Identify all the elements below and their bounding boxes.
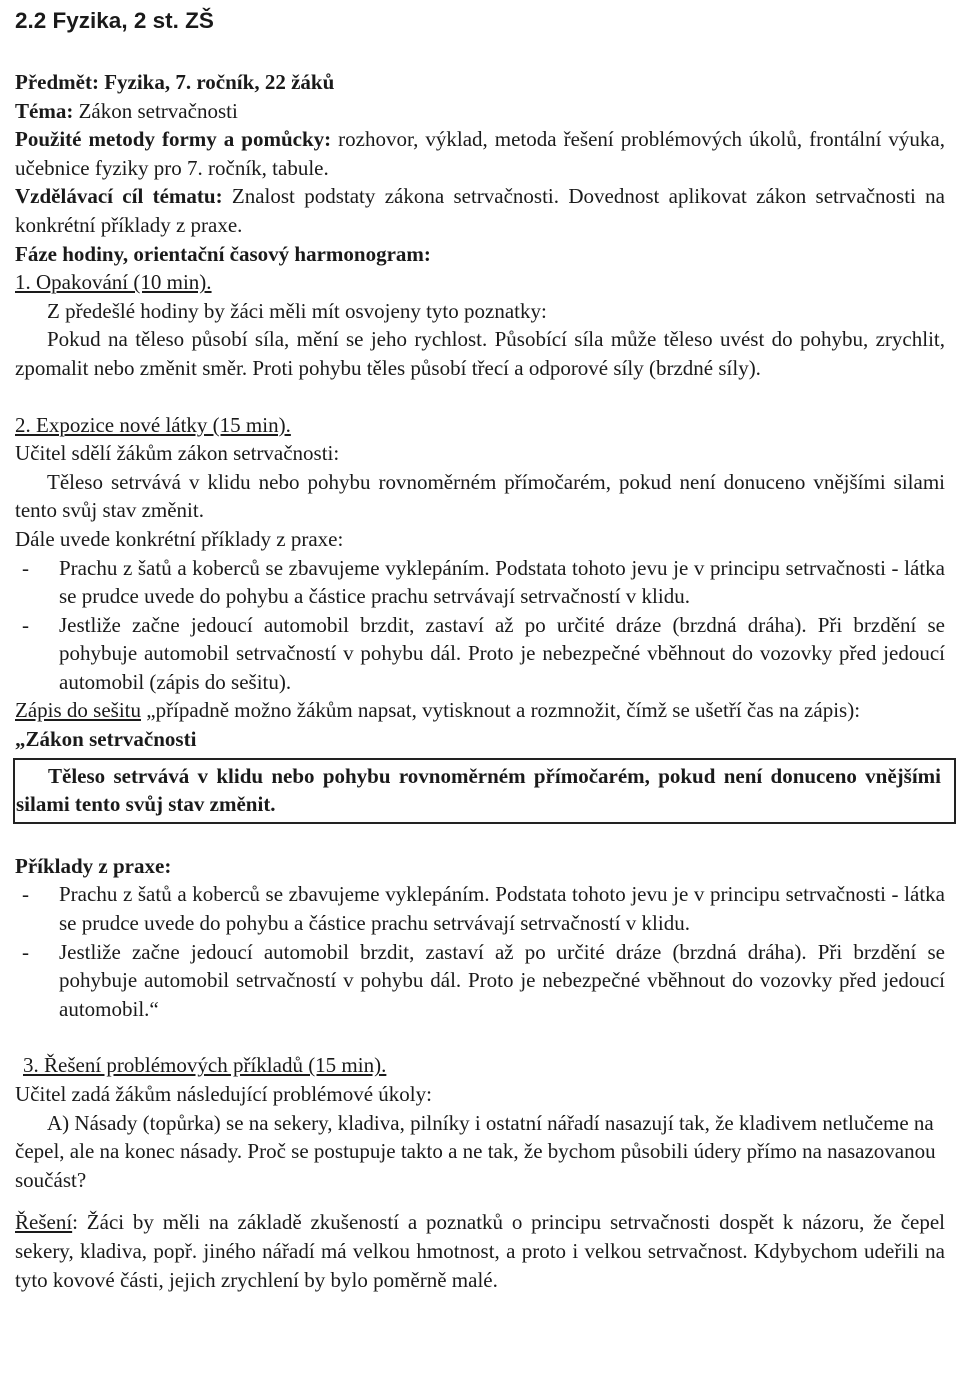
phase3-intro: Učitel zadá žákům následující problémové úkoly:: [15, 1082, 432, 1106]
phases-label: Fáze hodiny, orientační časový harmonogram:: [15, 241, 431, 266]
goal-value: Znalost podstaty zákona setrvačnosti. Dovednost aplikovat zákon setrvačnosti na konkrétní příklady z praxe.: [15, 184, 946, 237]
phase1-text-body: Pokud na těleso působí síla, mění se jeho rychlost. Působící síla může těleso uvést do pohybu, zrychlit, zpomalit nebo změnit směr. Proti pohybu těles působí třecí a odporové síly (brzdné síly).: [15, 327, 945, 380]
example2-2: Jestliže začne jedoucí automobil brzdit, zastaví až po určité dráze (brzdná dráha). Při brzdění se pohybuje automobil setrvačností v pohybu dál. Proto je nebezpečné vběhnout do vozovky před jedoucí automobil.“: [59, 939, 945, 1021]
list-item: - Jestliže začne jedoucí automobil brzdit, zastaví až po určité dráze (brzdná dráha). Při brzdění se pohybuje automobil setrvačností v pohybu dál. Proto je nebezpečné vběhnout do vozovky před jedoucí automobil.“: [22, 939, 945, 1021]
topic-label: Téma:: [15, 98, 74, 123]
law-title: „Zákon setrvačnosti: [15, 727, 197, 752]
topic-value: Zákon setrvačnosti: [78, 98, 238, 123]
solution-label: Řešení: [15, 1210, 73, 1235]
subject-line: Předmět: Fyzika, 7. ročník, 22 žáků: [15, 70, 335, 94]
task-a-text: A) Násady (topůrka) se na sekery, kladiva, pilníky i ostatní nářadí nasazují tak, že kladivem netlučeme na čepel, ale na konec násady. Proč se postupuje takto a ne tak, že bychom působili údery přímo na nasazovanou součást?: [15, 1110, 936, 1192]
phase2-law-text: Těleso setrvává v klidu nebo pohybu rovnoměrném přímočarém, pokud není donuceno vnějšími silami tento svůj stav změnit.: [15, 469, 945, 523]
phase3-title-row: [15, 1051, 945, 1080]
document-page: [15, 6, 945, 1294]
phase1-intro: Z předešlé hodiny by žáci měli mít osvojeny tyto poznatky:: [47, 298, 547, 323]
list-item: - Prachu z šatů a koberců se zbavujeme vyklepáním. Podstata tohoto jevu je v principu setrvačnosti - látka se prudce uvede do pohybu a částice prachu setrvávají setrvačností v klidu.: [22, 882, 945, 936]
topic-line: [15, 97, 945, 126]
task-a: [15, 1109, 945, 1195]
example-1: Prachu z šatů a koberců se zbavujeme vyklepáním. Podstata tohoto jevu je v principu setrvačnosti - látka se prudce uvede do pohybu a částice prachu setrvávají setrvačností v klidu.: [59, 555, 945, 609]
notebook-label: Zápis do sešitu: [15, 698, 141, 723]
phase1-title: 1. Opakování (10 min).: [15, 270, 212, 295]
section-heading: 2.2 Fyzika, 2 st. ZŠ: [15, 8, 214, 33]
law-box: [13, 758, 956, 824]
notebook-text: „případně možno žákům napsat, vytisknout a rozmnožit, čímž se ušetří čas na zápis):: [146, 698, 861, 723]
list-item: - Jestliže začne jedoucí automobil brzdit, zastaví až po určité dráze (brzdná dráha). Při brzdění se pohybuje automobil setrvačností v pohybu dál. Proto je nebezpečné vběhnout do vozovky před jedoucí automobil (zápis do sešitu).: [22, 612, 945, 694]
phase2-law: [15, 468, 945, 525]
phase3-title: 3. Řešení problémových příkladů (15 min).: [23, 1053, 387, 1078]
solution-text: : Žáci by měli na základě zkušeností a poznatků o principu setrvačnosti dospět k názoru, že čepel sekery, kladiva, popř. jiného nářadí má velkou hmotnost, a proto i velkou setrvačnost. Kdybychom udeřili na tyto kovové části, jejich zrychlení by bylo poměrně malé.: [15, 1210, 945, 1292]
phase2-intro: Učitel sdělí žákům zákon setrvačnosti:: [15, 441, 340, 466]
phase2-title: 2. Expozice nové látky (15 min).: [15, 412, 291, 437]
example-2: Jestliže začne jedoucí automobil brzdit, zastaví až po určité dráze (brzdná dráha). Při brzdění se pohybuje automobil setrvačností v pohybu dál. Proto je nebezpečné vběhnout do vozovky před jedoucí automobil (zápis do sešitu).: [59, 612, 945, 694]
goal-label: Vzdělávací cíl tématu:: [15, 184, 223, 209]
methods-value: rozhovor, výklad, metoda řešení problémových úkolů, frontální výuka, učebnice fyziky pro 7. ročník, tabule.: [15, 127, 946, 180]
list-item: - Prachu z šatů a koberců se zbavujeme vyklepáním. Podstata tohoto jevu je v principu setrvačnosti - látka se prudce uvede do pohybu a částice prachu setrvávají setrvačností v klidu.: [22, 555, 945, 609]
phase1-text: [15, 325, 945, 382]
phase2-examples-intro: Dále uvede konkrétní příklady z praxe:: [15, 526, 344, 551]
examples-title: Příklady z praxe:: [15, 853, 172, 878]
notebook-line: [15, 696, 945, 725]
solution: [15, 1208, 945, 1294]
methods-label: Použité metody formy a pomůcky:: [15, 127, 332, 152]
law-box-text: Těleso setrvává v klidu nebo pohybu rovnoměrném přímočarém, pokud není donuceno vnějšími silami tento svůj stav změnit.: [16, 763, 941, 817]
goal-line: [15, 182, 945, 239]
example2-1: Prachu z šatů a koberců se zbavujeme vyklepáním. Podstata tohoto jevu je v principu setrvačnosti - látka se prudce uvede do pohybu a částice prachu setrvávají setrvačností v klidu.: [59, 882, 945, 936]
methods-line: [15, 125, 945, 182]
